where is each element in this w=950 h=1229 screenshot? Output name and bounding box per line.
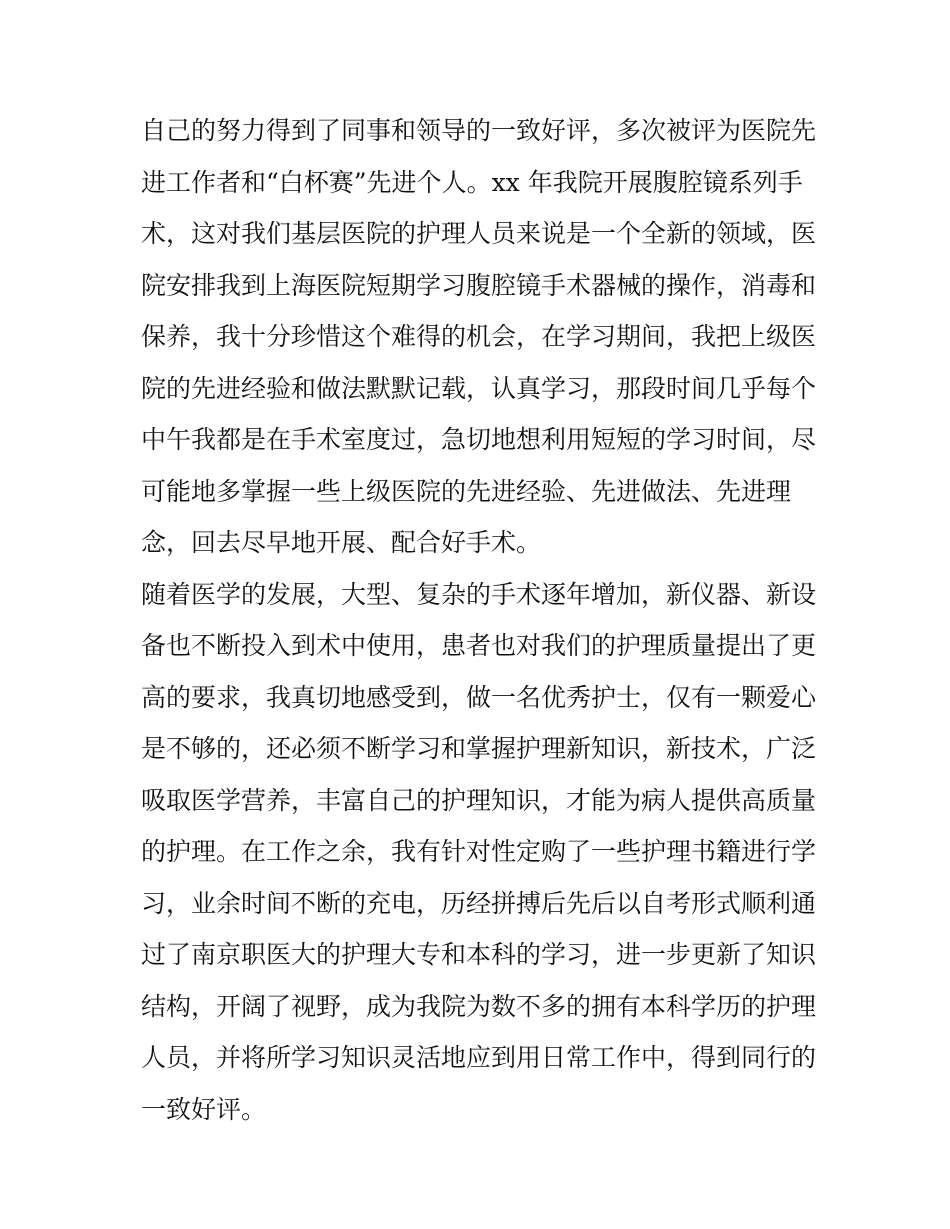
text-line: 院安排我到上海医院短期学习腹腔镜手术器械的操作，消毒和 bbox=[141, 270, 817, 300]
text-line: 可能地多掌握一些上级医院的先进经验、先进做法、先进理 bbox=[141, 476, 792, 506]
text-line: 过了南京职医大的护理大专和本科的学习，进一步更新了知识 bbox=[141, 940, 817, 969]
text-line: 术，这对我们基层医院的护理人员来说是一个全新的领域，医 bbox=[141, 219, 817, 248]
text-line: 高的要求，我真切地感受到，做一名优秀护士，仅有一颗爱心 bbox=[141, 682, 817, 712]
document-body bbox=[141, 105, 821, 1135]
text-line: 院的先进经验和做法默默记载，认真学习，那段时间几乎每个 bbox=[141, 373, 817, 403]
text-line: 进工作者和“白杯赛”先进个人。xx 年我院开展腹腔镜系列手 bbox=[141, 167, 803, 197]
text-line: 随着医学的发展，大型、复杂的手术逐年增加，新仪器、新设 bbox=[141, 579, 817, 609]
text-line: 的护理。在工作之余，我有针对性定购了一些护理书籍进行学 bbox=[141, 837, 817, 866]
text-line: 人员，并将所学习知识灵活地应到用日常工作中，得到同行的 bbox=[141, 1043, 817, 1072]
text-line: 一致好评。 bbox=[141, 1094, 267, 1124]
text-line: 习，业余时间不断的充电，历经拼搏后先后以自考形式顺利通 bbox=[141, 888, 817, 918]
text-line: 念，回去尽早地开展、配合好手术。 bbox=[141, 528, 542, 557]
text-line: 吸取医学营养，丰富自己的护理知识，才能为病人提供高质量 bbox=[141, 785, 817, 815]
text-line: 中午我都是在手术室度过，急切地想利用短短的学习时间，尽 bbox=[141, 425, 817, 454]
text-line: 保养，我十分珍惜这个难得的机会，在学习期间，我把上级医 bbox=[141, 322, 817, 351]
text-line: 自己的努力得到了同事和领导的一致好评，多次被评为医院先 bbox=[141, 116, 817, 145]
text-line: 备也不断投入到术中使用，患者也对我们的护理质量提出了更 bbox=[141, 631, 817, 660]
text-line: 是不够的，还必须不断学习和掌握护理新知识，新技术，广泛 bbox=[141, 734, 817, 763]
text-line: 结构，开阔了视野，成为我院为数不多的拥有本科学历的护理 bbox=[141, 991, 817, 1021]
